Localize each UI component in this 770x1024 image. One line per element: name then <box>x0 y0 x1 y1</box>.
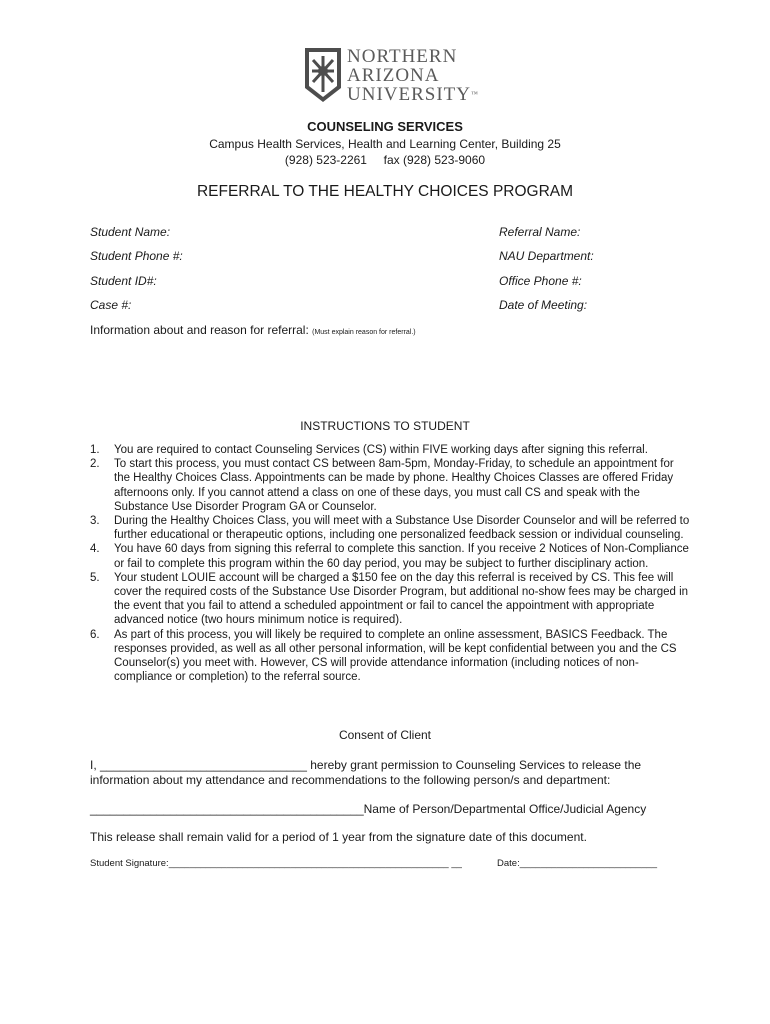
header-title: COUNSELING SERVICES <box>307 119 463 134</box>
recipient-name-line[interactable]: _________________________________________Name of Person/Departmental Office/Judicial Agency <box>90 802 647 816</box>
student-name-field[interactable]: Student Name: <box>90 225 171 239</box>
referral-reason-field[interactable] <box>90 323 416 337</box>
instruction-item <box>90 457 690 514</box>
logo-line-northern: NORTHERN <box>347 46 458 67</box>
consent-grant-line[interactable]: I, _______________________________ hereby grant permission to Counseling Services to release the <box>90 758 642 772</box>
instruction-number: 5. <box>90 571 100 584</box>
header-phone: (928) 523-2261 fax (928) 523-9060 <box>284 153 486 167</box>
instruction-text: You have 60 days from signing this referral to complete this sanction. If you receive 2 Notices of Non-Compliance or fail to complete this program within the 60 day period, you may be subject to further disciplinary action. <box>114 543 689 570</box>
instructions-title: INSTRUCTIONS TO STUDENT <box>300 419 470 433</box>
student-phone-field[interactable]: Student Phone #: <box>90 249 183 263</box>
consent-info-line: information about my attendance and recommendations to the following person/s and department: <box>90 773 611 787</box>
nau-department-field[interactable]: NAU Department: <box>499 249 594 263</box>
student-signature-field[interactable]: Student Signature:_____________________________________________________ __ <box>90 858 462 869</box>
instruction-item <box>90 628 690 685</box>
instruction-item <box>90 542 690 570</box>
instruction-number: 4. <box>90 543 100 556</box>
instruction-text: During the Healthy Choices Class, you will meet with a Substance Use Disorder Counselor and will be referred to further educational or therapeutic options, including one personalized feedback session or individual counseling. <box>114 515 690 542</box>
referral-reason-note: (Must explain reason for referral.) <box>312 329 416 336</box>
referral-name-field[interactable]: Referral Name: <box>499 225 581 239</box>
date-of-meeting-field[interactable]: Date of Meeting: <box>499 298 588 312</box>
signature-date-field[interactable]: Date:__________________________ <box>497 858 658 869</box>
nau-logo <box>303 44 478 105</box>
instruction-item <box>90 571 690 628</box>
logo-trademark: ™ <box>471 90 478 98</box>
instruction-text: As part of this process, you will likely be required to complete an online assessment, BASICS Feedback. The responses provided, as well as all other personal information, will be kept confidential between you and the CS Counselor(s) you meet with. However, CS will provide attendance information (including notices of non-compliance or completion) to the referral source. <box>114 628 677 684</box>
form-title: REFERRAL TO THE HEALTHY CHOICES PROGRAM <box>196 183 574 200</box>
instruction-item <box>90 514 690 542</box>
validity-statement: This release shall remain valid for a period of 1 year from the signature date of this document. <box>90 830 587 844</box>
logo-line-arizona: ARIZONA <box>347 65 440 86</box>
logo-line-university <box>347 85 478 104</box>
student-id-field[interactable]: Student ID#: <box>90 274 157 288</box>
instruction-text: You are required to contact Counseling Services (CS) within FIVE working days after signing this referral. <box>114 444 648 456</box>
nau-seal-icon <box>303 44 343 104</box>
instruction-number: 6. <box>90 628 100 641</box>
instructions-list <box>90 443 690 684</box>
office-phone-field[interactable]: Office Phone #: <box>499 274 582 288</box>
instruction-number: 3. <box>90 515 100 528</box>
header-address: Campus Health Services, Health and Learning Center, Building 25 <box>209 137 561 151</box>
instruction-item <box>90 443 690 457</box>
instruction-number: 2. <box>90 458 100 471</box>
case-number-field[interactable]: Case #: <box>90 298 132 312</box>
instruction-text: Your student LOUIE account will be charged a $150 fee on the day this referral is received by CS. This fee will cover the required costs of the Substance Use Disorder Program, but additional no-show fees may be charged in the event that you fail to attend a scheduled appointment or fail to cancel the appointment with appropriate advanced notice (two hours minimum notice is required). <box>114 571 689 627</box>
instruction-text: To start this process, you must contact CS between 8am-5pm, Monday-Friday, to schedule an appointment for the Healthy Choices Class. Appointments can be made by phone. Healthy Choices Classes are offered Friday afternoons only. If you cannot attend a class on one of these days, you must call CS and speak with the Substance Use Disorder Program GA or Counselor. <box>114 458 674 513</box>
logo-university-text: UNIVERSITY <box>347 84 471 105</box>
referral-reason-label: Information about and reason for referral: <box>90 323 313 337</box>
instruction-number: 1. <box>90 444 100 456</box>
consent-title: Consent of Client <box>338 728 432 742</box>
